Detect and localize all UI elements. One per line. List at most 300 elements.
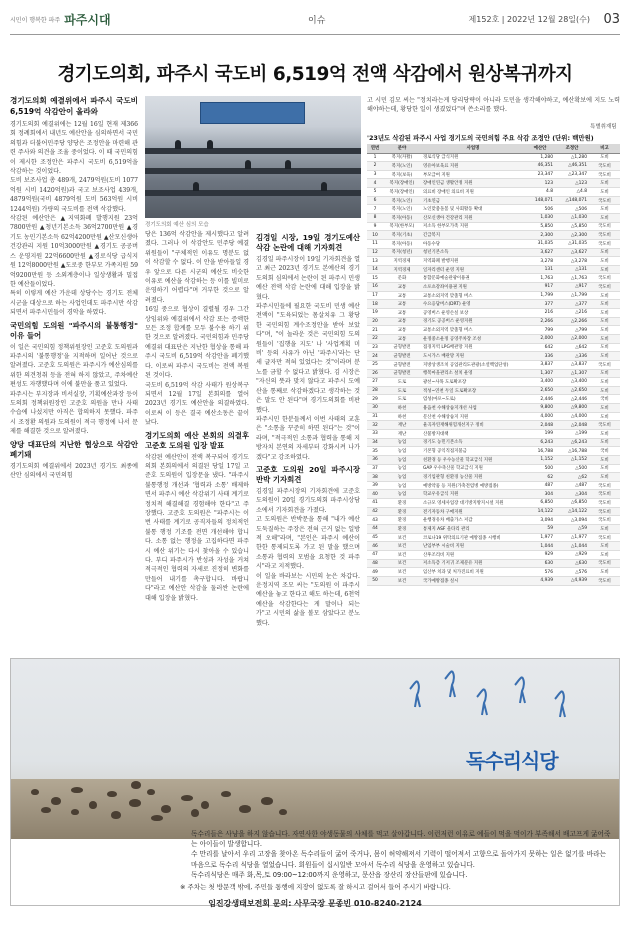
- cell-adjusted: △1,977: [555, 533, 589, 542]
- table-row: [367, 438, 620, 447]
- vulture: [31, 789, 39, 795]
- cell-note: 도비: [589, 265, 620, 274]
- cell-field: 복지(노인): [383, 205, 421, 214]
- cell-project: 소포츠강좌이용권 지원: [421, 283, 525, 292]
- paragraph: 고 시민 김모 씨는 "정치라는게 당리당략이 아니라 도민을 생각해야하고, 예산확보에 지도 노력해야하는데, 황당한 일이 생겼었다"며 쓴소리를 했다.: [367, 97, 620, 114]
- cell-project: 임산부 치과 및 처가진료비 지원: [421, 568, 525, 577]
- table-header-row: [367, 144, 620, 153]
- vulture: [151, 815, 163, 821]
- cell-budget: 2,300: [525, 231, 555, 240]
- cell-budget: 5,850: [525, 222, 555, 231]
- section-name: 이슈: [308, 15, 326, 26]
- paragraph: 경기도의회 예결위에서 2023년 경기도 최종예산안 심의에서 국민의힘: [10, 462, 138, 479]
- cell-no: 49: [367, 568, 383, 577]
- cell-budget: 799: [525, 326, 555, 335]
- cell-note: 도비: [589, 473, 620, 482]
- cell-budget: 6,243: [525, 438, 555, 447]
- cell-project: 행복마을관리소 설치 운영: [421, 369, 525, 378]
- cell-adjusted: △1,030: [555, 213, 589, 222]
- paragraph: 16일 중으로 협상이 결렬될 경우 그간 상임위와 예결위에서 삭감 또는 증액한 모든 조정 합계를 모두 불수용 하기 위한 것으로 알려졌다. 국민의힘과 민주당 예결위 대표단은 지난한 협상을 통해 파주시 국도비 6,519억 삭감안을 폐기했다. 이로써 파주시 국도비는 전액 복원된 것이다.: [145, 306, 249, 380]
- budget-cut-table: [367, 144, 620, 586]
- cell-no: 14: [367, 265, 383, 274]
- cell-note: 도비: [589, 257, 620, 266]
- paragraph: 당은 136억 삭감안을 제시했다고 알려졌다. 그러나 이 삭감안도 민주당 예결위원들이 "구체적인 이유도 명분도 없이 삭감할 수 없다. 이 안을 받아들일 경우 앞으로 다른 시군의 예산도 비슷한 이유로 예산을 삭감하는 등 이를 빌미로 운영하기 어렵다"며 거부한 것으로 알려졌다.: [145, 231, 249, 304]
- cell-adjusted: △23,347: [555, 170, 589, 179]
- cell-budget: 2,266: [525, 317, 555, 326]
- cell-budget: 1,977: [525, 533, 555, 542]
- cell-note: 도비: [589, 179, 620, 188]
- cell-project: 교통소외지역 맞춤형 버스: [421, 326, 525, 335]
- table-row: [367, 162, 620, 171]
- cell-note: 도비: [589, 464, 620, 473]
- cell-project: 학교우유급식 지원: [421, 490, 525, 499]
- cell-field: 보건: [383, 533, 421, 542]
- table-row: [367, 239, 620, 248]
- cell-no: 20: [367, 317, 383, 326]
- photo-person: [193, 182, 199, 191]
- table-row: [367, 464, 620, 473]
- cell-budget: 1,044: [525, 542, 555, 551]
- cell-project: 운행경유차 배출가스 저감: [421, 516, 525, 525]
- cell-no: 23: [367, 343, 383, 352]
- cell-note: 국도비: [589, 283, 620, 292]
- cell-no: 28: [367, 386, 383, 395]
- cell-project: 의료비 장애인 의료비 지원: [421, 188, 525, 197]
- cell-budget: 31,035: [525, 239, 555, 248]
- cell-field: 교통: [383, 309, 421, 318]
- ad-contact-footer: 임진강생태보전회 문의: 사무국장 문종빈 010-8240-2124: [208, 899, 422, 908]
- cell-budget: 2,000: [525, 334, 555, 343]
- cell-field: 복지(한부모): [383, 222, 421, 231]
- cell-field: 복지(아동): [383, 239, 421, 248]
- cell-note: 도비: [589, 326, 620, 335]
- paragraph: 특히 이렇게 예산 가운데 상당수는 경기도 전체 시군을 대상으로 하는 사업인데도 파주시만 삭감되면서 파주시민들이 경악을 하였다.: [10, 290, 138, 317]
- cell-adjusted: △2,446: [555, 395, 589, 404]
- cell-no: 17: [367, 291, 383, 300]
- cell-project: 광선~사목 도로확포장: [421, 378, 525, 387]
- col-header-field: 분야: [383, 144, 421, 153]
- cell-no: 33: [367, 430, 383, 439]
- cell-adjusted: △304: [555, 490, 589, 499]
- cell-project: 적성~연천 두일 도로확포장: [421, 386, 525, 395]
- cell-note: 도비: [589, 412, 620, 421]
- photo-person: [245, 160, 251, 169]
- cell-budget: 131: [525, 265, 555, 274]
- cell-note: 도비: [589, 542, 620, 551]
- cell-adjusted: △929: [555, 550, 589, 559]
- cell-adjusted: △131: [555, 265, 589, 274]
- cell-adjusted: △3,627: [555, 248, 589, 257]
- vulture: [161, 805, 171, 813]
- cell-project: 기초연금: [421, 196, 525, 205]
- cell-note: 국도비: [589, 421, 620, 430]
- cell-no: 46: [367, 542, 383, 551]
- col-header-no: 연번: [367, 144, 383, 153]
- cell-budget: 304: [525, 490, 555, 499]
- paragraph: 파주시민 한분들께서 이번 사태의 교훈은 "소통을 꾸준히 하면 된다"는 것"이라며, "적극적인 소통과 협력을 통해 지방자치 본연의 자세부터 강화시켜 나가겠다"고 강조하였다.: [256, 415, 360, 461]
- cell-adjusted: △5,850: [555, 222, 589, 231]
- cell-project: 긴급복지: [421, 231, 525, 240]
- table-row: [367, 568, 620, 577]
- cell-note: 도비: [589, 205, 620, 214]
- cell-field: 복지(청년): [383, 248, 421, 257]
- col-header-budget: 예산안: [525, 144, 555, 153]
- table-row: [367, 274, 620, 283]
- cell-no: 25: [367, 360, 383, 369]
- cell-adjusted: △123: [555, 179, 589, 188]
- cell-budget: 3,627: [525, 248, 555, 257]
- table-row: [367, 196, 620, 205]
- cell-budget: 2,650: [525, 386, 555, 395]
- cell-field: 보건: [383, 568, 421, 577]
- cell-no: 29: [367, 395, 383, 404]
- table-row: [367, 525, 620, 534]
- page-headline: 경기도의회, 파주시 국도비 6,519억 전액 삭감에서 원상복귀까지: [57, 64, 573, 85]
- cell-note: 국도비: [589, 222, 620, 231]
- subheading: 고준호 도의원 20일 파주시장 반박 기자회견: [256, 464, 360, 484]
- subheading: 국민의힘 도의원 "파주시의 불통행정" 이유 들어: [10, 320, 138, 340]
- photo-person: [207, 140, 213, 149]
- cell-budget: 2,446: [525, 395, 555, 404]
- paragraph: 파주시민들에 필요한 국도비 민생 예산 전액이 "도육되었는 몸살치유 그 황당한 국민의힘 계수조정안을 받아 보았다"며, "이 놀라운 것은 국민의힘 도의원들이 '집행을 지도' 나 '사업계획 미비' 등의 사유가 아닌 '파주시'라는 단 세 글자만 적혀 있었다는 것"이라며 분노를 금할 수 없다고 밝혔다. 김 시장은 "자신의 뜻과 맞지 않다고 파주시 도예산을 통째로 삭감하겠다고 생각하는 것은 말도 안 된다"며 경기도의회를 비판했다.: [256, 303, 360, 414]
- table-row: [367, 205, 620, 214]
- table-row: [367, 222, 620, 231]
- cell-budget: 62: [525, 473, 555, 482]
- cell-project: 지방상생조치 공업관리도관광(소셜백업단성): [421, 360, 525, 369]
- table-title: '23년도 삭감된 파주시 사업 경기도의 국민의힘 주요 삭감 조정안 (단위: 백만원): [367, 134, 594, 142]
- cell-adjusted: △199: [555, 430, 589, 439]
- cell-no: 18: [367, 300, 383, 309]
- cell-field: 복지(노인): [383, 162, 421, 171]
- table-row: [367, 231, 620, 240]
- cell-note: 도비: [589, 317, 620, 326]
- cell-no: 31: [367, 412, 383, 421]
- cell-field: 하천: [383, 412, 421, 421]
- cell-no: 19: [367, 309, 383, 318]
- cell-project: 소규모 영세사업장 대기방지방지시설 지원: [421, 499, 525, 508]
- table-row: [367, 421, 620, 430]
- table-row: [367, 188, 620, 197]
- cell-field: 보건: [383, 559, 421, 568]
- masthead: [10, 8, 620, 30]
- paragraph: 김경일 파주시장의 기자회견에 고준호 도의원이 20일 경기도의회 파주시상담소에서 기자회견을 가졌다.: [256, 487, 360, 514]
- subheading: 김경일 시장, 19일 경기도예산 삭감 논란에 대해 기자회견: [256, 233, 360, 252]
- cell-no: 45: [367, 533, 383, 542]
- cell-field: 농업: [383, 490, 421, 499]
- cell-no: 5: [367, 188, 383, 197]
- cell-adjusted: △14,122: [555, 507, 589, 516]
- cell-adjusted: △2,266: [555, 317, 589, 326]
- cell-note: 도비: [589, 309, 620, 318]
- ad-title: 독수리식당: [466, 749, 558, 773]
- subheading: 양당 대표단의 지난한 협상으로 삭감안 폐기돼: [10, 439, 138, 459]
- cell-no: 13: [367, 257, 383, 266]
- cell-no: 44: [367, 525, 383, 534]
- cell-adjusted: △3,094: [555, 516, 589, 525]
- table-row: [367, 343, 620, 352]
- photo-person: [321, 182, 327, 191]
- cell-no: 3: [367, 170, 383, 179]
- vulture: [279, 809, 287, 815]
- cell-note: 국도비: [589, 499, 620, 508]
- cell-note: 도비: [589, 153, 620, 162]
- header-divider: [10, 34, 620, 35]
- cell-field: 농업: [383, 455, 421, 464]
- cell-project: 산모신생아 건강관리 지원: [421, 213, 525, 222]
- cell-field: 환경: [383, 525, 421, 534]
- cell-field: 복지(아동): [383, 213, 421, 222]
- table-row: [367, 447, 620, 456]
- cell-no: 34: [367, 438, 383, 447]
- cell-field: 복지(보육): [383, 170, 421, 179]
- cell-project: 염성(마포~도로): [421, 395, 525, 404]
- cell-note: 국도비: [589, 559, 620, 568]
- article-column-3: [256, 230, 360, 628]
- cell-budget: 3,278: [525, 257, 555, 266]
- paragraph: 국도비 6,519억 삭감 사태가 원상복구 되면서 12월 17일 본회의를 열어 2023년 경기도 예산안을 의결하였다. 이로써 이 등은 결국 예산소동은 끝이 났다.: [145, 381, 249, 427]
- cell-project: 지역화폐 발행지원: [421, 257, 525, 266]
- table-row: [367, 395, 620, 404]
- table-row: [367, 283, 620, 292]
- cell-budget: 487: [525, 481, 555, 490]
- cell-field: 교통: [383, 291, 421, 300]
- cell-budget: 199: [525, 430, 555, 439]
- cell-budget: 216: [525, 309, 555, 318]
- table-row: [367, 317, 620, 326]
- table-row: [367, 257, 620, 266]
- cell-project: 공영버스 운영손실 보상: [421, 309, 525, 318]
- vulture: [131, 781, 141, 789]
- cell-adjusted: △4.8: [555, 188, 589, 197]
- cell-project: 난임부부 시술비 지원: [421, 542, 525, 551]
- col-header-adjusted: 조정안: [555, 144, 589, 153]
- cell-budget: 630: [525, 559, 555, 568]
- cell-project: 운정중소운정 공영주차장 조성: [421, 334, 525, 343]
- cell-project: 노인맞춤돌봄 및 사회활동 확대: [421, 205, 525, 214]
- cell-field: 문화: [383, 274, 421, 283]
- crane-illustration: [406, 679, 428, 709]
- article-column-2: [145, 230, 249, 603]
- ad-paragraph: 수 만리를 날아서 우리 고장을 찾아온 독수리들이 굶어 죽거나, 몸이 허약해져서 기력이 떨어져서 고향으로 돌아가지 못하는 일은 없기를 바라는 마음으로 독수리 식당을 열었습니다. 회원들이 십시일반 모아서 독수리 식당을 운영하고 있습니다.: [191, 850, 607, 869]
- cell-adjusted: △377: [555, 300, 589, 309]
- cell-no: 24: [367, 352, 383, 361]
- cell-budget: 506: [525, 205, 555, 214]
- cell-adjusted: △4,000: [555, 412, 589, 421]
- crane-illustration: [473, 687, 495, 717]
- subheading: 경기도의회 예산 본회의 의결후 고준호 도의원 입장 발표: [145, 430, 249, 450]
- article-column-1: [10, 96, 138, 480]
- cell-budget: 4.8: [525, 188, 555, 197]
- cell-no: 50: [367, 576, 383, 585]
- cell-adjusted: △487: [555, 481, 589, 490]
- cell-adjusted: △1,152: [555, 455, 589, 464]
- cell-no: 35: [367, 447, 383, 456]
- cell-budget: 9,800: [525, 404, 555, 413]
- photo-desk-row: [145, 190, 361, 196]
- cell-field: 교통: [383, 326, 421, 335]
- cell-no: 36: [367, 455, 383, 464]
- table-row: [367, 360, 620, 369]
- photo-desk-row: [145, 168, 361, 174]
- cell-project: 영유아보육료 지원: [421, 162, 525, 171]
- cell-note: 도비: [589, 369, 620, 378]
- cell-field: 균형발전: [383, 369, 421, 378]
- cell-field: 보건: [383, 542, 421, 551]
- cell-project: 경기도 공공버스 운영지원: [421, 317, 525, 326]
- cell-note: 도비: [589, 300, 620, 309]
- vulture: [181, 795, 193, 801]
- cell-project: 교통소외지역 맞춤형 버스: [421, 291, 525, 300]
- cell-adjusted: △2,650: [555, 386, 589, 395]
- cell-budget: 59: [525, 525, 555, 534]
- table-row: [367, 291, 620, 300]
- cell-no: 26: [367, 369, 383, 378]
- cell-adjusted: △59: [555, 525, 589, 534]
- paragraph: 고 도의원은 반박문을 통해 "내가 예산 도둑질하는 주장은 전혀 근거 없는 일방적 오해"라며, "본인은 파주시 예산이 한한 통제되도록 가고 된 말을 했으며 소통과 협력의 모범을 요청한 것 파주시"라고 지적했다.: [256, 516, 360, 571]
- cell-project: 문산천 수해상습지 지원: [421, 412, 525, 421]
- vulture: [71, 787, 83, 793]
- paragraph: 이 일은 국민의힘 정책위원장인 고준호 도의원과 파주시의 '불통행정'을 지적하며 일어난 것으로 알려졌다. 고준호 도의원은 파주시가 예산심의를 위한 의견청취 등을 전혀 하지 않았고, 주차예산 편성도 자행했다며 이에 불만을 품고 있었다.: [10, 343, 138, 389]
- cell-field: 지역경제: [383, 265, 421, 274]
- paragraph: 파주시는 부지장과 비서실장, 기획예산과장 등이 도의회 정책위원장인 고준호 의원을 만나 사태 수습에 나섰지만 아직은 합의하지 못했다. 파주시 조정환 의원과 도의원이 적극 행정에 나서 문제를 해결한 것으로 알려졌다.: [10, 390, 138, 436]
- table-row: [367, 533, 620, 542]
- cell-field: 재난: [383, 430, 421, 439]
- cell-adjusted: △1,307: [555, 369, 589, 378]
- table-row: [367, 378, 620, 387]
- cell-adjusted: △1,280: [555, 153, 589, 162]
- cell-project: 통제지 ASF 울타리 관리: [421, 525, 525, 534]
- cell-project: 접경지역 LPG배관망 지원: [421, 343, 525, 352]
- cell-adjusted: △216: [555, 309, 589, 318]
- cell-adjusted: △336: [555, 352, 589, 361]
- table-row: [367, 542, 620, 551]
- table-row: [367, 265, 620, 274]
- vulture: [71, 809, 79, 815]
- cell-project: 산후조리비 지원: [421, 550, 525, 559]
- cell-field: 농업: [383, 438, 421, 447]
- cell-budget: 917: [525, 283, 555, 292]
- cell-budget: 6,850: [525, 499, 555, 508]
- cell-project: 경기도 농민기본소득: [421, 438, 525, 447]
- cell-budget: 14,122: [525, 507, 555, 516]
- cell-note: 국도비: [589, 516, 620, 525]
- cell-no: 9: [367, 222, 383, 231]
- cell-project: 용읍천 수해상습지개선 사업: [421, 404, 525, 413]
- table-row: [367, 473, 620, 482]
- cell-project: 경로식당 급식지원: [421, 153, 525, 162]
- cell-no: 38: [367, 473, 383, 482]
- cell-adjusted: △3,837: [555, 360, 589, 369]
- cell-field: 환경: [383, 507, 421, 516]
- table-row: [367, 455, 620, 464]
- paragraph: 경기도의회 예결위에는 12월 16일 현재 제366회 정례회에서 내년도 예산안을 심의하면서 국민의힘과 더불어민주당 양당은 조정안을 마련해 관련 주사와 의견을 조율 중이었다. 이 때 국민의힘이 제시한 조정안은 파주시 국도비 6,519억을 삭감하는 것이었다.: [10, 121, 138, 176]
- cell-project: 장애인연금 생활안정 지원: [421, 179, 525, 188]
- cell-budget: 46,351: [525, 162, 555, 171]
- cell-adjusted: △2,300: [555, 231, 589, 240]
- cell-adjusted: △62: [555, 473, 589, 482]
- cell-budget: 2,048: [525, 421, 555, 430]
- cell-no: 10: [367, 231, 383, 240]
- table-row: [367, 326, 620, 335]
- cell-field: 균형발전: [383, 343, 421, 352]
- cell-no: 11: [367, 239, 383, 248]
- table-row: [367, 334, 620, 343]
- cell-field: 도로: [383, 395, 421, 404]
- vulture-restaurant-ad: [10, 658, 620, 906]
- cell-note: 국비: [589, 447, 620, 456]
- article-lead: 경기도의회 예결위에서 파주시 국도비 6,519억 삭감안이 올라와: [10, 96, 138, 116]
- cell-no: 22: [367, 334, 383, 343]
- col-header-project: 사업명: [421, 144, 525, 153]
- cell-note: 도비: [589, 550, 620, 559]
- cell-field: 환경: [383, 516, 421, 525]
- cell-budget: 4,939: [525, 576, 555, 585]
- cell-adjusted: △3,278: [555, 257, 589, 266]
- cell-budget: 1,307: [525, 369, 555, 378]
- cell-no: 43: [367, 516, 383, 525]
- table-row: [367, 170, 620, 179]
- cell-note: 국도비: [589, 533, 620, 542]
- vulture: [239, 805, 251, 813]
- cell-budget: 336: [525, 352, 555, 361]
- crane-illustration: [441, 669, 463, 699]
- cell-no: 8: [367, 213, 383, 222]
- cell-field: 복지(노인): [383, 196, 421, 205]
- table-row: [367, 516, 620, 525]
- cell-field: 교통: [383, 334, 421, 343]
- photo-person: [175, 140, 181, 149]
- cell-no: 2: [367, 162, 383, 171]
- cell-note: 국도비: [589, 162, 620, 171]
- photo-caption: 경기도의회 예산 심의 모습: [145, 222, 209, 228]
- cell-budget: 23,347: [525, 170, 555, 179]
- cell-project: 수요응답버스(DRT) 운영: [421, 300, 525, 309]
- cell-field: 복지(장애인): [383, 188, 421, 197]
- council-meeting-photo: [145, 96, 361, 218]
- cell-field: 농업: [383, 473, 421, 482]
- cell-project: 경기입관형 친환경 농산물 지원: [421, 473, 525, 482]
- cell-field: 환경: [383, 499, 421, 508]
- cell-field: 하천: [383, 404, 421, 413]
- masthead-slogan: 시민이 행복한 파주: [10, 16, 61, 24]
- cell-adjusted: △16,788: [555, 447, 589, 456]
- cell-project: 아동수당: [421, 239, 525, 248]
- crane-illustration: [551, 689, 573, 719]
- cell-note: 도비: [589, 352, 620, 361]
- vulture: [191, 809, 199, 817]
- cell-note: 국도비: [589, 490, 620, 499]
- cell-budget: 576: [525, 568, 555, 577]
- cell-field: 복지(자활): [383, 153, 421, 162]
- cell-note: 도비: [589, 248, 620, 257]
- cell-field: 도로: [383, 378, 421, 387]
- cell-adjusted: △9,800: [555, 404, 589, 413]
- paragraph: 이 일을 바라보는 시민의 눈은 차갑다. 운정지역 조모 씨는 "도의원 이 파주시 예산을 놓고 한다고 해도 하는데, 6천억 예산을 삭감한다는 게 말이나 되는가"고 시민의 삶을 볼모 삼았다고 분노했다.: [256, 572, 360, 627]
- table-row: [367, 481, 620, 490]
- cell-no: 37: [367, 464, 383, 473]
- cell-project: 저소득층 기저귀 조제분유 지원: [421, 559, 525, 568]
- cell-note: 도비: [589, 568, 620, 577]
- cell-budget: 377: [525, 300, 555, 309]
- vulture: [41, 807, 51, 813]
- cell-note: 국도비: [589, 239, 620, 248]
- cell-adjusted: △1,763: [555, 274, 589, 283]
- table-row: [367, 386, 620, 395]
- cell-no: 40: [367, 490, 383, 499]
- photo-person: [285, 160, 291, 169]
- cell-adjusted: △6,243: [555, 438, 589, 447]
- cell-field: 균형발전: [383, 352, 421, 361]
